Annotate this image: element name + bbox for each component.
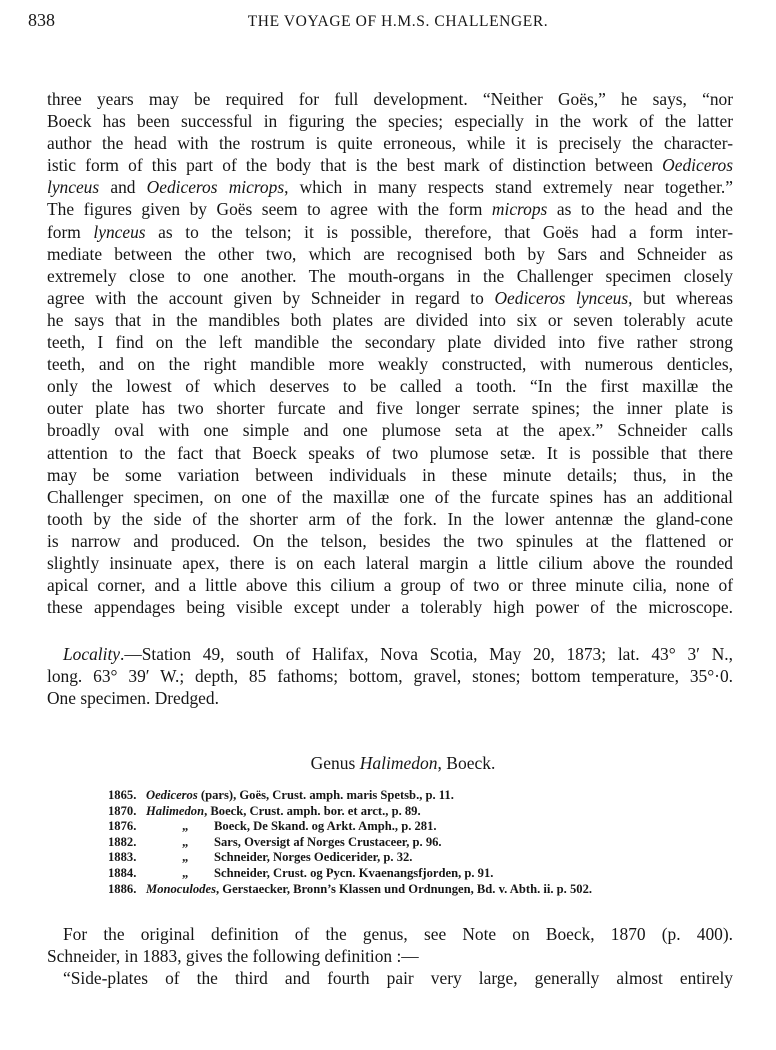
- reference-genus-name: Monoculodes: [146, 881, 216, 896]
- text-segment: mediate between the other two, which are recognised both by Sars and Schneider as: [47, 243, 733, 264]
- reference-citation: Boeck, De Skand. og Arkt. Amph., p. 281.: [214, 819, 437, 834]
- text-segment: three years may be required for full development. “Neither Goës,” he says, “nor: [47, 89, 733, 109]
- text-segment: as to the telson; it is possible, therefore, that Goës had a form inter-: [145, 221, 733, 242]
- definition-paragraph: [47, 923, 733, 989]
- text-line: [47, 353, 733, 375]
- text-line: [47, 243, 733, 265]
- text-line: [47, 154, 733, 176]
- text-segment: , but whereas: [628, 287, 733, 308]
- reference-year: 1884.: [108, 865, 137, 880]
- text-line: [47, 923, 733, 945]
- text-line: [47, 419, 733, 441]
- text-segment: is narrow and produced. On the telson, besides the two spinules at the flattened or: [47, 530, 733, 551]
- ditto-mark: „: [182, 850, 189, 865]
- italic-text: Oediceros microps: [146, 177, 285, 198]
- reference-citation: Sars, Oversigt af Norges Crustaceer, p. 96.: [214, 834, 442, 849]
- italic-text: lynceus: [93, 221, 146, 242]
- text-segment: teeth, I find on the left mandible the secondary plate divided into five rather strong: [47, 332, 733, 353]
- text-segment: long. 63° 39′ W.; depth, 85 fathoms; bottom, gravel, stones; bottom temperature, 35°·0.: [47, 666, 733, 687]
- text-line: [47, 442, 733, 464]
- text-line: [47, 397, 733, 419]
- running-title: THE VOYAGE OF H.M.S. CHALLENGER.: [247, 13, 549, 30]
- reference-citation: , Gerstaecker, Bronn’s Klassen und Ordnungen, Bd. v. Abth. ii. p. 502.: [215, 881, 593, 896]
- italic-text: lynceus: [47, 177, 100, 198]
- text-segment: author the head with the rostrum is quite erroneous, while it is precisely the character-: [47, 133, 733, 154]
- text-segment: The figures given by Goës seem to agree with the form: [47, 199, 492, 220]
- text-segment: Challenger specimen, on one of the maxillæ one of the furcate spines has an additional: [47, 486, 733, 507]
- text-segment: extremely close to one another. The mouth-organs in the Challenger specimen closely: [47, 265, 733, 286]
- reference-year: 1870.: [108, 803, 137, 818]
- text-line: [47, 643, 733, 665]
- text-segment: agree with the account given by Schneider in regard to: [47, 287, 495, 308]
- reference-genus-name: Oediceros: [146, 788, 198, 802]
- ditto-mark: „: [182, 819, 189, 834]
- text-line: [47, 176, 733, 198]
- text-segment: .—Station 49, south of Halifax, Nova Scotia, May 20, 1873; lat. 43° 3′ N.,: [120, 644, 733, 664]
- reference-citation: Schneider, Crust. og Pycn. Kvaenangsfjorden, p. 91.: [214, 865, 494, 880]
- text-segment: apical corner, and a little above this cilium a group of two or three minute cilia, none of: [47, 575, 733, 596]
- text-line: [47, 596, 733, 618]
- italic-text: Locality: [63, 644, 120, 664]
- genus-suffix: , Boeck.: [437, 753, 496, 773]
- text-segment: One specimen. Dredged.: [47, 688, 219, 709]
- text-line: [47, 287, 733, 309]
- page-number: 838: [28, 10, 55, 30]
- text-segment: tooth by the side of the shorter arm of the fork. In the lower antennæ the gland-cone: [47, 508, 733, 529]
- reference-genus-name: Halimedon: [146, 803, 205, 818]
- text-line: [47, 309, 733, 331]
- ditto-mark: „: [182, 834, 189, 849]
- reference-entry: [108, 882, 592, 898]
- text-line: [47, 530, 733, 552]
- italic-text: microps: [491, 199, 548, 220]
- italic-text: Oediceros: [662, 155, 733, 176]
- text-segment: Schneider, in 1883, gives the following definition :—: [47, 946, 419, 967]
- reference-year: 1876.: [108, 819, 137, 834]
- text-segment: and: [99, 177, 147, 198]
- text-line: [47, 110, 733, 132]
- reference-entry: [108, 850, 592, 866]
- text-segment: these appendages being visible except under a tolerably high power of the microscope.: [47, 597, 733, 618]
- text-segment: he says that in the mandibles both plates are divided into six or seven tolerably acute: [47, 309, 733, 330]
- text-line: [47, 665, 733, 687]
- text-line: [47, 552, 733, 574]
- italic-text: Oediceros lynceus: [494, 287, 629, 308]
- reference-entry: [108, 788, 592, 804]
- text-line: [47, 464, 733, 486]
- reference-citation: , Boeck, Crust. amph. bor. et arct., p. 89.: [204, 803, 421, 818]
- text-segment: as to the head and the: [547, 199, 733, 220]
- reference-citation: (pars), Goës, Crust. amph. maris Spetsb., p. 11.: [197, 788, 454, 802]
- reference-year: 1883.: [108, 850, 137, 865]
- reference-year: 1886.: [108, 881, 137, 896]
- text-segment: attention to the fact that Boeck speaks of two plumose setæ. It is possible that there: [47, 442, 733, 463]
- text-line: [47, 687, 733, 709]
- reference-entry: [108, 866, 592, 882]
- text-line: [47, 967, 733, 989]
- text-segment: broadly oval with one simple and one plumose seta at the apex.” Schneider calls: [47, 420, 733, 441]
- genus-heading: [0, 753, 776, 774]
- text-segment: istic form of this part of the body that is the best mark of distinction between: [47, 155, 663, 176]
- synonymy-list: [108, 788, 592, 897]
- text-line: [47, 88, 733, 110]
- text-segment: only the lowest of which deserves to be called a tooth. “In the first maxillæ the: [47, 376, 733, 397]
- text-segment: , which in many respects stand extremely near together.”: [284, 177, 733, 198]
- genus-prefix: Genus: [310, 753, 360, 773]
- text-segment: For the original definition of the genus, see Note on Boeck, 1870 (p. 400).: [63, 924, 733, 944]
- text-segment: outer plate has two shorter furcate and five longer serrate spines; the inner plate is: [47, 398, 733, 419]
- reference-citation: Schneider, Norges Oedicerider, p. 32.: [214, 850, 413, 865]
- reference-entry: [108, 835, 592, 851]
- text-segment: may be some variation between individuals in these minute details; thus, in the: [47, 464, 733, 485]
- text-line: [47, 198, 733, 220]
- text-line: [47, 331, 733, 353]
- text-segment: slightly insinuate apex, there is on each lateral margin a little cilium above the rounded: [47, 552, 733, 573]
- text-line: [47, 486, 733, 508]
- text-line: [47, 221, 733, 243]
- text-segment: form: [47, 221, 94, 242]
- reference-year: 1865.: [108, 788, 137, 802]
- text-segment: “Side-plates of the third and fourth pair very large, generally almost entirely: [63, 968, 733, 989]
- text-line: [47, 265, 733, 287]
- text-segment: teeth, and on the right mandible more weakly constructed, with numerous denticles,: [47, 354, 733, 375]
- text-line: [47, 375, 733, 397]
- reference-entry: [108, 819, 592, 835]
- text-line: [47, 508, 733, 530]
- ditto-mark: „: [182, 865, 189, 880]
- genus-name: Halimedon: [359, 753, 438, 773]
- locality-paragraph: [47, 643, 733, 709]
- body-paragraph: [47, 88, 733, 618]
- text-line: [47, 945, 733, 967]
- reference-entry: [108, 804, 592, 820]
- reference-year: 1882.: [108, 834, 137, 849]
- text-line: [47, 132, 733, 154]
- text-segment: Boeck has been successful in figuring the species; especially in the work of the latter: [47, 111, 733, 132]
- text-line: [47, 574, 733, 596]
